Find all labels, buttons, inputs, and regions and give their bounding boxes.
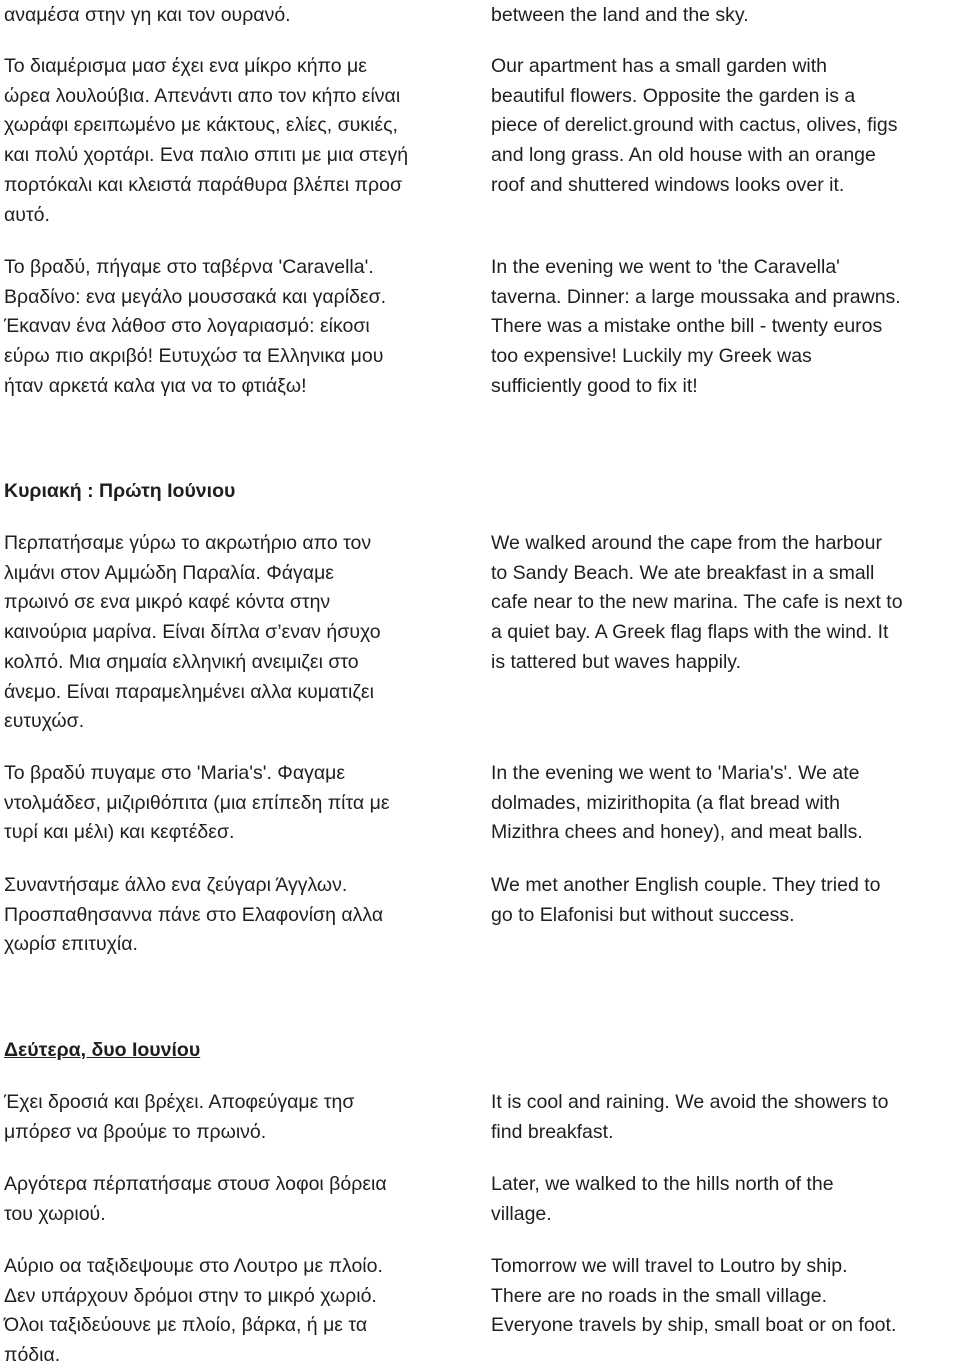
text-line: village. xyxy=(491,1202,552,1225)
text-line: Tomorrow we will travel to Loutro by ship. xyxy=(491,1255,848,1277)
text-line: λιμάνι στον Αμμώδη Παραλία. Φάγαμε xyxy=(4,561,335,584)
paragraph-english-rain xyxy=(491,1088,957,1147)
text-line: αναμέσα στην γη και τον ουρανό. xyxy=(4,4,291,26)
text-line: Βραδίνο: ενα μεγάλο μουσσακά και γαρίδεσ. xyxy=(4,285,387,308)
text-line: Αύριο οα ταξιδεψουμε στο Λουτρο με πλοίο. xyxy=(4,1255,383,1277)
text-line: άνεμο. Είναι παραμελημένει αλλα κυματιζει xyxy=(4,680,374,703)
heading-text: Δεύτερα, δυο Ιουνίου xyxy=(4,1039,201,1061)
paragraph-greek-english-couple xyxy=(4,871,474,960)
text-line: too expensive! Luckily my Greek was xyxy=(491,345,812,368)
text-line: There was a mistake onthe bill - twenty euros xyxy=(491,315,883,338)
paragraph-english-marias xyxy=(491,759,957,848)
text-line: piece of derelict.ground with cactus, olives, figs xyxy=(491,114,898,137)
paragraph-english-apartment xyxy=(491,52,957,201)
text-line: τυρί και μέλι) και κεφτέδεσ. xyxy=(4,821,235,844)
paragraph-greek-hills xyxy=(4,1170,474,1229)
text-line: αυτό. xyxy=(4,203,50,226)
text-line: ήταν αρκετά καλα για να το φτιάξω! xyxy=(4,374,307,397)
text-line: It is cool and raining. We avoid the showers to xyxy=(491,1091,889,1113)
text-line: beautiful flowers. Opposite the garden is a xyxy=(491,84,856,107)
text-line: καινούρια μαρίνα. Είναι δίπλα σ’εναν ήσυχο xyxy=(4,621,381,644)
text-line: μπόρεσ να βρούμε το πρωινό. xyxy=(4,1120,267,1143)
text-line: between the land and the sky. xyxy=(491,4,749,26)
paragraph-greek-marias xyxy=(4,759,474,848)
paragraph-english-sky-line xyxy=(491,1,957,31)
paragraph-greek-caravella xyxy=(4,253,474,402)
paragraph-greek-apartment xyxy=(4,52,474,230)
text-line: Όλοι ταξιδεύουνε με πλοίο, βάρκα, ή με τα xyxy=(4,1314,368,1337)
heading-text: Κυριακή : Πρώτη Ιούνιου xyxy=(4,480,236,502)
text-line: πόδια. xyxy=(4,1344,61,1367)
text-line: εύρω πιο ακριβό! Ευτυχώσ τα Ελληνικα μου xyxy=(4,345,384,368)
text-line: We met another English couple. They tried to xyxy=(491,874,881,896)
text-line: and long grass. An old house with an orange xyxy=(491,144,876,167)
text-line: a quiet bay. A Greek flag flaps with the wind. It xyxy=(491,621,889,644)
text-line: και πολύ χορτάρι. Ενα παλιο σπιτι με μια στεγή xyxy=(4,144,409,167)
text-line: taverna. Dinner: a large moussaka and prawns. xyxy=(491,285,901,308)
text-line: πορτόκαλι και κλειστά παράθυρα βλέπει προσ xyxy=(4,173,402,196)
text-line: cafe near to the new marina. The cafe is next to xyxy=(491,591,903,614)
text-line: to Sandy Beach. We ate breakfast in a small xyxy=(491,561,875,584)
text-line: χωράφι ερειπωμένο με κάκτους, ελίες, συκιές, xyxy=(4,114,398,137)
paragraph-english-cape-walk xyxy=(491,529,957,678)
paragraph-greek-cape-walk xyxy=(4,529,474,737)
text-line: χωρίσ επιτυχία. xyxy=(4,933,138,956)
heading-monday xyxy=(4,1036,474,1066)
paragraph-english-english-couple xyxy=(491,871,957,930)
text-line: We walked around the cape from the harbour xyxy=(491,532,882,554)
text-line: Το βραδύ πυγαμε στο 'Maria's'. Φαγαμε xyxy=(4,762,346,784)
text-line: In the evening we went to 'the Caravella' xyxy=(491,256,840,278)
text-line: Our apartment has a small garden with xyxy=(491,55,827,77)
text-line: κολπό. Μια σημαία ελληνική ανειμιζει στο xyxy=(4,650,359,673)
text-line: dolmades, mizirithopita (a flat bread with xyxy=(491,791,840,814)
text-line: is tattered but waves happily. xyxy=(491,650,742,673)
text-line: Έχει δροσιά και βρέχει. Αποφεύγαμε τησ xyxy=(4,1091,355,1113)
text-line: Το βραδύ, πήγαμε στο ταβέρνα 'Caravella'. xyxy=(4,256,374,278)
text-line: go to Elafonisi but without success. xyxy=(491,903,795,926)
text-line: Mizithra chees and honey), and meat balls. xyxy=(491,821,863,844)
heading-sunday xyxy=(4,477,474,507)
text-line: find breakfast. xyxy=(491,1120,614,1143)
paragraph-english-loutro xyxy=(491,1252,957,1341)
text-line: Everyone travels by ship, small boat or on foot. xyxy=(491,1314,897,1337)
paragraph-greek-rain xyxy=(4,1088,474,1147)
text-line: του χωριού. xyxy=(4,1202,106,1225)
text-line: πρωινό σε ενα μικρό καφέ κόντα στην xyxy=(4,591,331,614)
text-line: Later, we walked to the hills north of the xyxy=(491,1173,834,1195)
text-line: Περπατήσαμε γύρω το ακρωτήριο απο τον xyxy=(4,532,372,554)
text-line: sufficiently good to fix it! xyxy=(491,374,698,397)
text-line: roof and shuttered windows looks over it. xyxy=(491,173,845,196)
text-line: There are no roads in the small village. xyxy=(491,1284,828,1307)
text-line: Προσπαθησαννα πάνε στο Ελαφονίση αλλα xyxy=(4,903,384,926)
paragraph-greek-sky-line xyxy=(4,1,474,31)
text-line: Έκαναν ένα λάθοσ στο λογαριασμό: είκοσι xyxy=(4,315,370,338)
text-line: Δεν υπάρχουν δρόμοι στην το μικρό χωριό. xyxy=(4,1284,377,1307)
paragraph-greek-loutro xyxy=(4,1252,474,1371)
text-line: In the evening we went to 'Maria's'. We ate xyxy=(491,762,860,784)
text-line: ευτυχώσ. xyxy=(4,710,85,733)
text-line: ντολμάδεσ, μιζιριθόπιτα (μια επίπεδη πίτα με xyxy=(4,791,390,814)
text-line: ώρεα λουλούβια. Απενάντι απο τον κήπο είναι xyxy=(4,84,401,107)
text-line: Συναντήσαμε άλλο ενα ζεύγαρι Άγγλων. xyxy=(4,874,348,896)
text-line: Αργότερα πέρπατήσαμε στουσ λοφοι βόρεια xyxy=(4,1173,387,1195)
paragraph-english-caravella xyxy=(491,253,957,402)
paragraph-english-hills xyxy=(491,1170,957,1229)
text-line: Το διαμέρισμα μασ έχει ενα μίκρο κήπο με xyxy=(4,55,367,77)
